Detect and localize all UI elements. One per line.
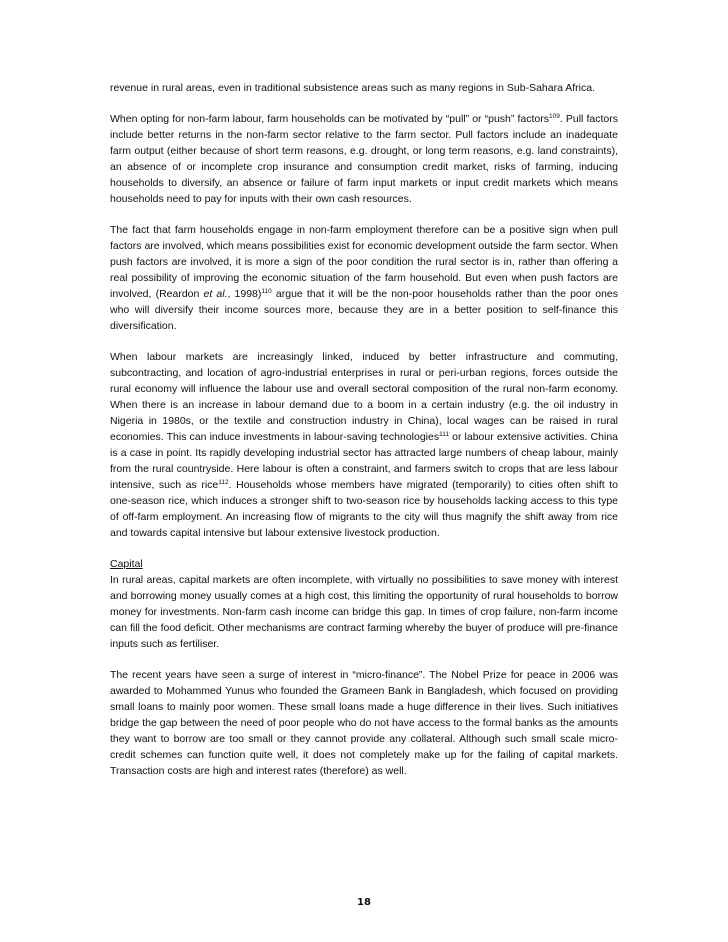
- paragraph-positive-sign: [110, 222, 618, 334]
- paragraph-3-text-b: , 1998): [227, 288, 262, 300]
- paragraph-4-text-c: . Households whose members have migrated (temporarily) to cities often shift to one-season rice, which induces a stronger shift to two-season rice by households lacking access to this type of off-farm employment. An increasing flow of migrants to the city will thus magnify the shift away from rice and towards capital intensive but labour extensive livestock production.: [110, 479, 618, 539]
- page-body: [110, 80, 618, 794]
- paragraph-2-text-b: . Pull factors include better returns in the non-farm sector relative to the farm sector. Pull factors include an inadequate farm output (either because of short term reasons, e.g. drought, or long term reasons, e.g. land constraints), an absence of or incomplete crop insurance and consumption credit market, risks of farming, inducing households to diversify, an absence or failure of farm input markets or input credit markets which means households need to pay for inputs with their own cash resources.: [110, 113, 618, 205]
- paragraph-pull-push-factors: [110, 111, 618, 207]
- citation-et-al: et al.: [203, 288, 228, 300]
- paragraph-1: revenue in rural areas, even in traditional subsistence areas such as many regions in Sub-Sahara Africa.: [110, 82, 596, 94]
- paragraph-4-text-b: or labour extensive activities. China is a case in point. Its rapidly developing industrial sector has attracted large numbers of cheap labour, mainly from the rural countryside. Here labour is often a constraint, and farmers switch to crops that are less labour intensive, such as rice: [110, 431, 618, 491]
- paragraph-labour-markets: [110, 349, 618, 541]
- paragraph-2-text-a: When opting for non-farm labour, farm households can be motivated by “pull” or “push” factors: [110, 113, 549, 125]
- paragraph-3-text-a: The fact that farm households engage in non-farm employment therefore can be a positive sign when pull factors are involved, which means possibilities exist for economic development outside the farm sector. When push factors are involved, it is more a sign of the poor condition the rural sector is in, rather than offering a real possibility of improving the economic situation of the farm household. But even when push factors are involved, (Reardon: [110, 224, 618, 300]
- page-number: 18: [357, 897, 371, 908]
- paragraph-4-text-a: When labour markets are increasingly linked, induced by better infrastructure and commuting, subcontracting, and location of agro-industrial enterprises in rural or peri-urban regions, forces outside the rural economy will influence the labour use and overall sectoral composition of the rural non-farm economy. When there is an increase in labour demand due to a boom in a certain industry (e.g. the oil industry in Nigeria in 1980s, or the textile and construction industry in China), local wages can be raised in rural economies. This can induce investments in labour-saving technologies: [110, 351, 618, 443]
- paragraph-3-text-c: argue that it will be the non-poor households rather than the poor ones who will diversify their income sources more, because they are in a better position to self-finance this diversification.: [110, 288, 618, 332]
- paragraph-capital-markets: In rural areas, capital markets are often incomplete, with virtually no possibilities to save money with interest and borrowing money usually comes at a high cost, this limiting the opportunity of rural households to borrow money for investments. Non-farm cash income can bridge this gap. In times of crop failure, non-farm income can fill the food deficit. Other mechanisms are contract farming whereby the buyer of produce will pre-finance inputs such as fertiliser.: [110, 574, 618, 650]
- paragraph-micro-finance: The recent years have seen a surge of interest in “micro-finance”. The Nobel Prize for peace in 2006 was awarded to Mohammed Yunus who founded the Grameen Bank in Bangladesh, which focused on providing small loans to mainly poor women. These small loans made a huge difference in their lives. Such initiatives bridge the gap between the need of poor people who do not have access to the formal banks as the amounts they want to borrow are too small or they cannot provide any collateral. Although such small scale micro-credit schemes can function quite well, it does not completely make up for the failing of capital markets. Transaction costs are high and interest rates (therefore) as well.: [110, 669, 618, 777]
- section-heading-capital: Capital: [110, 558, 143, 570]
- footnote-ref-110[interactable]: 110: [261, 288, 272, 295]
- footnote-ref-109[interactable]: 109: [549, 113, 560, 120]
- footnote-ref-111[interactable]: 111: [439, 431, 449, 438]
- footnote-ref-112[interactable]: 112: [218, 479, 229, 486]
